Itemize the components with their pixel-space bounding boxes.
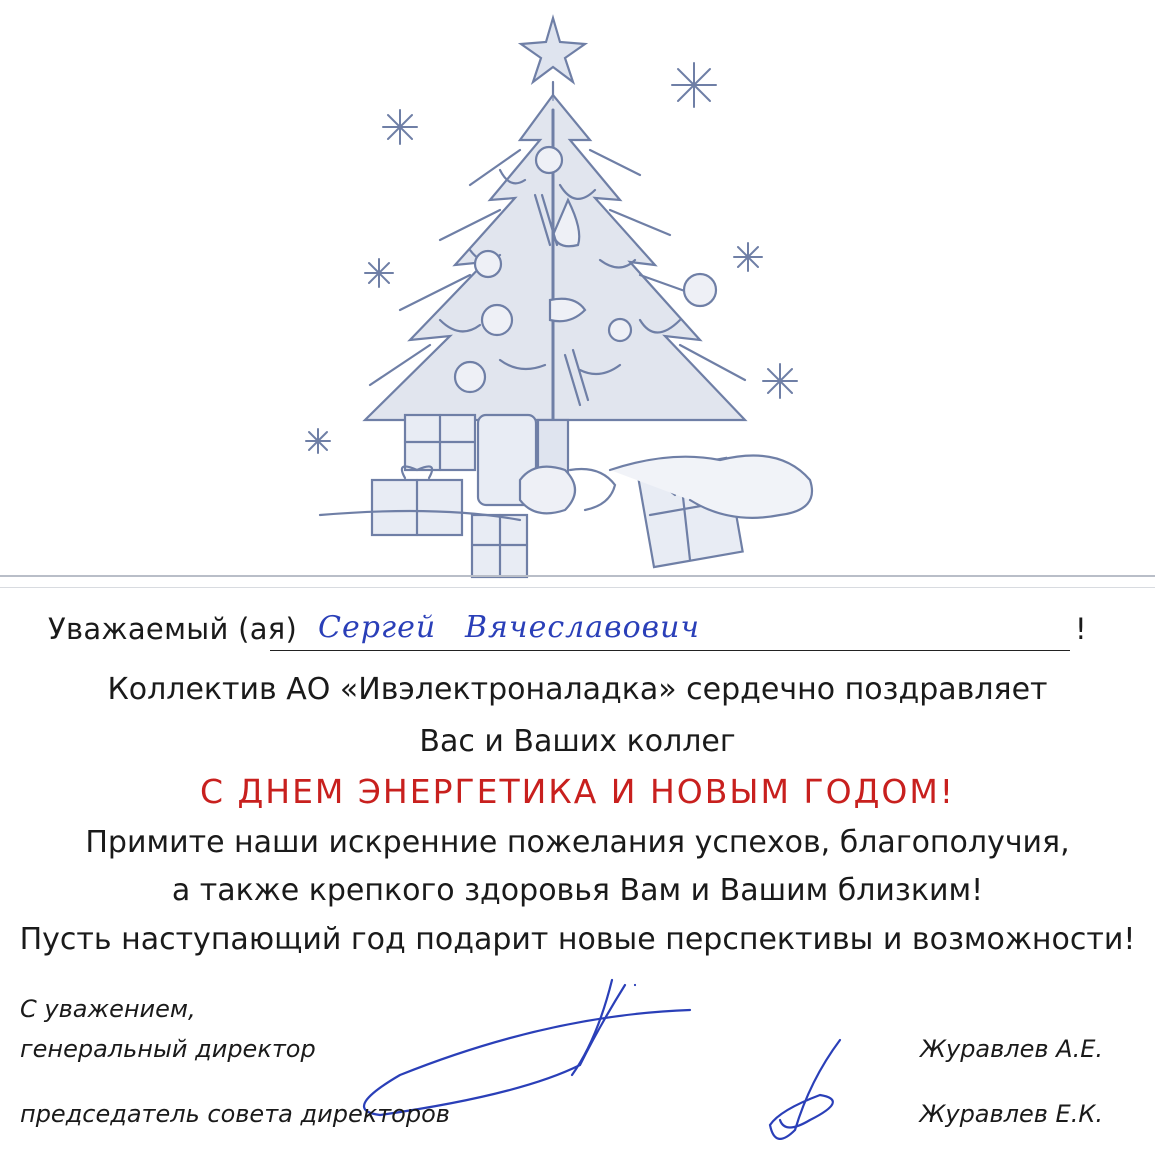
recipient-first-name: Сергей: [318, 610, 437, 645]
message-line-3: Примите наши искренние пожелания успехов, благополучия,: [85, 825, 1070, 860]
holiday-headline: С ДНЕМ ЭНЕРГЕТИКА И НОВЫМ ГОДОМ!: [199, 772, 956, 811]
signatory-role-2: председатель совета директоров: [20, 1100, 450, 1128]
recipient-underline: [270, 650, 1070, 651]
signatory-name-1: Журавлев А.Е.: [920, 1035, 1103, 1063]
message-line-5: Пусть наступающий год подарит новые перспективы и возможности!: [19, 922, 1136, 957]
message-line-4: а также крепкого здоровья Вам и Вашим близким!: [171, 873, 984, 908]
greeting-prefix: Уважаемый (ая): [48, 612, 298, 646]
recipient-patronymic: Вячеславович: [465, 610, 701, 645]
message-line-2: Вас и Ваших коллег: [419, 724, 736, 759]
signatory-role-1: генеральный директор: [20, 1035, 316, 1063]
star-icon: [521, 18, 585, 100]
card-fold-line: [0, 575, 1155, 588]
greeting-exclamation: !: [1075, 612, 1087, 646]
message-line-1: Коллектив АО «Ивэлектроналадка» сердечно поздравляет: [107, 672, 1048, 707]
signatory-name-2: Журавлев Е.К.: [919, 1100, 1103, 1128]
closing-phrase: С уважением,: [20, 995, 196, 1023]
